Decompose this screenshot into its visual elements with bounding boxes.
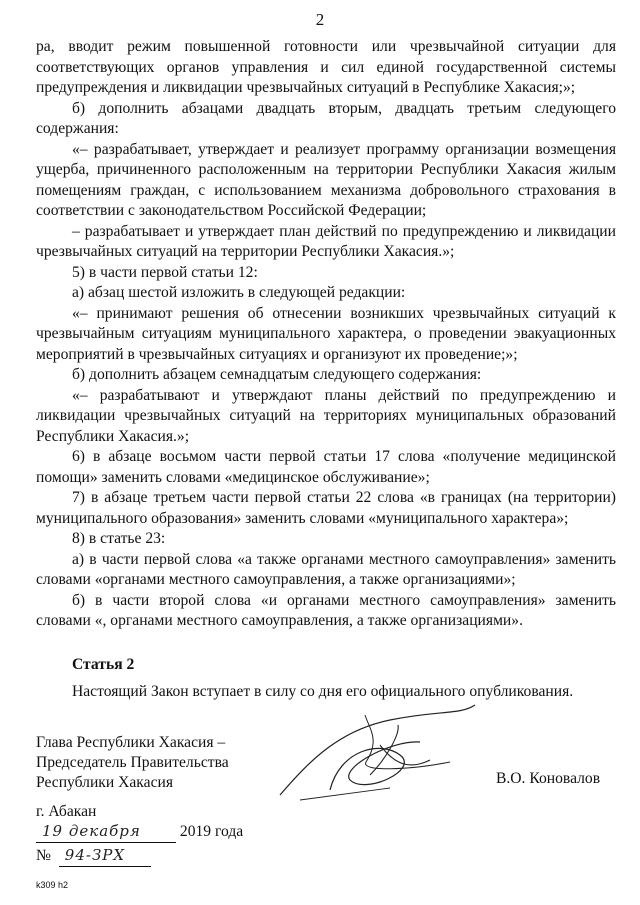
- article-heading: Статья 2: [72, 656, 135, 673]
- place-of-signing: г. Абакан: [36, 803, 97, 820]
- handwritten-signature: [270, 700, 490, 810]
- body-paragraph: ра, вводит режим повышенной готовности или чрезвычайной ситуации для соответствующих органов управления и сил единой государственной системы предупреждения и ликвидации чрезвычайных ситуаций в Республике Хакасия;»;: [36, 38, 616, 96]
- body-paragraph: «– разрабатывает, утверждает и реализует программу организации возмещения ущерба, причиненного расположенным на территории Республики Хакасия жилым помещениям граждан, с использованием механизма добровольного страхования в соответствии с законодательством Российской Федерации;: [36, 140, 616, 219]
- date-year: 2019 года: [179, 823, 244, 840]
- body-paragraph: а) в части первой слова «а также органами местного самоуправления» заменить словами «органами местного самоуправления, а также организациями»;: [36, 550, 616, 588]
- signing-date: [36, 820, 243, 843]
- law-body-text: [36, 37, 616, 632]
- number-sign: №: [36, 847, 51, 864]
- signatory-title-line: Республики Хакасия: [36, 774, 174, 791]
- body-paragraph: а) абзац шестой изложить в следующей редакции:: [72, 284, 406, 301]
- handwritten-date: 19 декабря: [36, 820, 176, 843]
- law-number: [36, 844, 151, 867]
- body-paragraph: – разрабатывает и утверждает план действий по предупреждению и ликвидации чрезвычайных ситуаций на территории Республики Хакасия.»;: [36, 222, 616, 260]
- page-number: 2: [315, 10, 325, 29]
- signatory-title: [36, 733, 229, 793]
- body-paragraph: «– принимают решения об отнесении возникших чрезвычайных ситуаций к чрезвычайным ситуациям муниципального характера, о проведении эвакуационных мероприятий в чрезвычайных ситуациях и организуют их проведение;»;: [36, 304, 616, 363]
- body-paragraph: 7) в абзаце третьем части первой статьи 22 слова «в границах (на территории) муниципального образования» заменить словами «муниципального характера»;: [36, 489, 616, 527]
- body-paragraph: 5) в части первой статьи 12:: [72, 263, 258, 281]
- body-paragraph: б) дополнить абзацами двадцать вторым, двадцать третьим следующего содержания:: [36, 99, 616, 137]
- body-paragraph: б) в части второй слова «и органами местного самоуправления» заменить словами «, органами местного самоуправления, а также организациями».: [36, 591, 616, 629]
- body-paragraph: 8) в статье 23:: [72, 530, 166, 547]
- document-code: k309 h2: [36, 880, 69, 890]
- body-paragraph: «– разрабатывают и утверждают планы действий по предупреждению и ликвидации чрезвычайных ситуаций на территориях муниципальных образований Республики Хакасия.»;: [36, 386, 616, 445]
- article-text: Настоящий Закон вступает в силу со дня его официального опубликования.: [72, 683, 574, 700]
- body-paragraph: б) дополнить абзацем семнадцатым следующего содержания:: [72, 366, 482, 383]
- body-paragraph: 6) в абзаце восьмом части первой статьи 17 слова «получение медицинской помощи» заменить словами «медицинское обслуживание»;: [36, 448, 616, 486]
- handwritten-number: 94-ЗРХ: [59, 844, 151, 867]
- signatory-title-line: Председатель Правительства: [36, 754, 229, 771]
- signatory-title-line: Глава Республики Хакасия –: [36, 734, 226, 751]
- signatory-name: В.О. Коновалов: [496, 770, 601, 787]
